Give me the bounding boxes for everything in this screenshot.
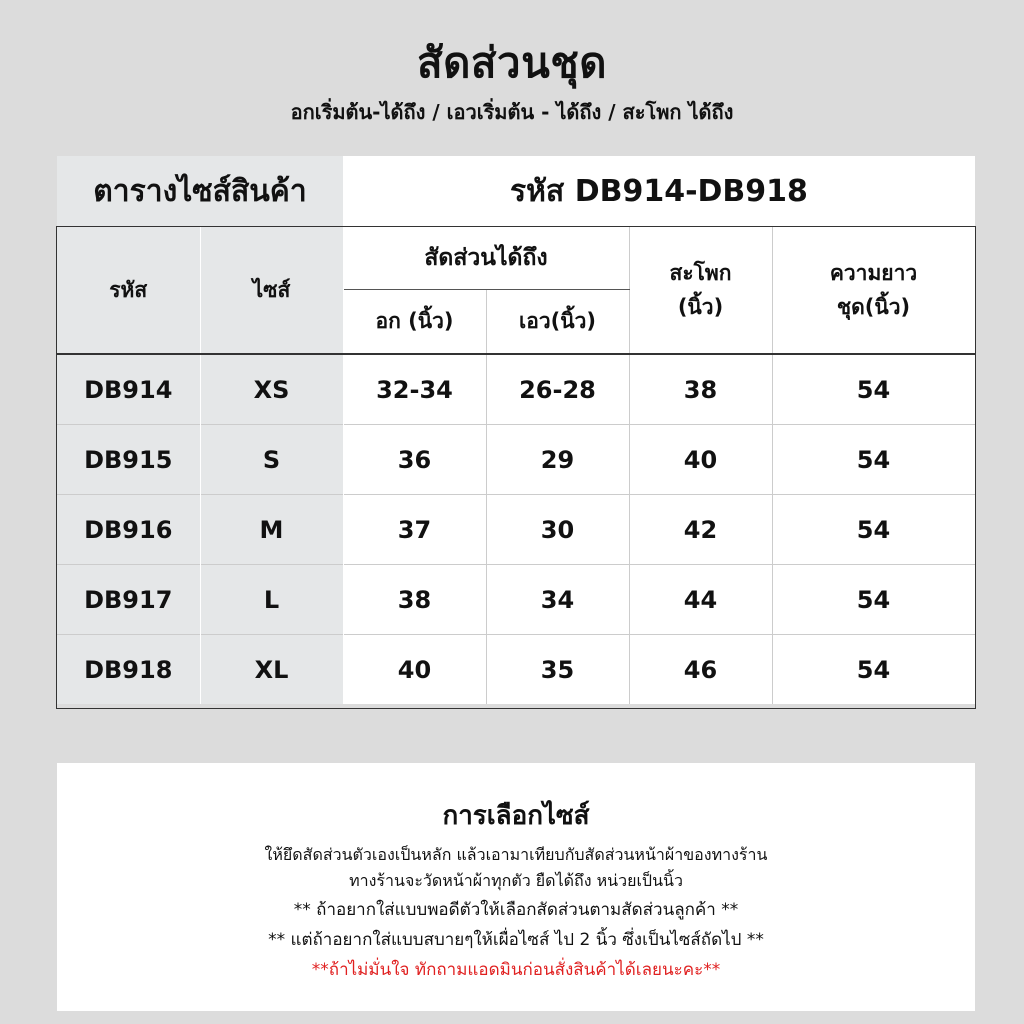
column-header-size: ไซส์ xyxy=(200,227,343,354)
column-header-length xyxy=(772,227,975,354)
size-table xyxy=(57,227,976,704)
cell-chest: 37 xyxy=(343,495,486,565)
cell-code: DB915 xyxy=(57,425,200,495)
column-header-hip xyxy=(629,227,772,354)
table-row xyxy=(57,495,975,565)
table-row xyxy=(57,565,975,635)
column-header-length-line1: ความยาว xyxy=(829,261,918,285)
cell-length: 54 xyxy=(772,635,975,705)
cell-size: L xyxy=(200,565,343,635)
cell-waist: 34 xyxy=(486,565,629,635)
cell-chest: 32-34 xyxy=(343,354,486,425)
size-guide-title: การเลือกไซส์ xyxy=(442,801,590,831)
cell-chest: 40 xyxy=(343,635,486,705)
cell-waist: 26-28 xyxy=(486,354,629,425)
cell-size: S xyxy=(200,425,343,495)
size-guide-note: ** ถ้าอยากใส่แบบพอดีตัวให้เลือกสัดส่วนตามสัดส่วนลูกค้า ** xyxy=(293,900,739,920)
cell-waist: 30 xyxy=(486,495,629,565)
cell-length: 54 xyxy=(772,565,975,635)
size-guide-note: ** แต่ถ้าอยากใส่แบบสบายๆให้เผื่อไซส์ ไป 2 นิ้ว ซึ่งเป็นไซส์ถัดไป ** xyxy=(268,930,764,950)
cell-code: DB918 xyxy=(57,635,200,705)
cell-hip: 38 xyxy=(629,354,772,425)
table-row xyxy=(57,635,975,705)
page-title: สัดส่วนชุด xyxy=(416,38,608,87)
cell-code: DB914 xyxy=(57,354,200,425)
cell-size: XS xyxy=(200,354,343,425)
cell-code: DB917 xyxy=(57,565,200,635)
cell-chest: 36 xyxy=(343,425,486,495)
column-header-length-line2: ชุด(นิ้ว) xyxy=(836,295,911,319)
column-header-waist: เอว(นิ้ว) xyxy=(486,290,629,355)
cell-length: 54 xyxy=(772,425,975,495)
cell-length: 54 xyxy=(772,495,975,565)
cell-size: XL xyxy=(200,635,343,705)
product-code-range: รหัส DB914-DB918 xyxy=(343,156,975,226)
cell-hip: 40 xyxy=(629,425,772,495)
cell-size: M xyxy=(200,495,343,565)
cell-length: 54 xyxy=(772,354,975,425)
column-group-measurements: สัดส่วนได้ถึง xyxy=(343,227,629,290)
cell-hip: 42 xyxy=(629,495,772,565)
cell-waist: 35 xyxy=(486,635,629,705)
size-chart-header xyxy=(57,156,975,226)
table-row xyxy=(57,425,975,495)
cell-code: DB916 xyxy=(57,495,200,565)
cell-hip: 46 xyxy=(629,635,772,705)
column-header-chest: อก (นิ้ว) xyxy=(343,290,486,355)
cell-waist: 29 xyxy=(486,425,629,495)
size-guide-line: ให้ยึดสัดส่วนตัวเองเป็นหลัก แล้วเอามาเทียบกับสัดส่วนหน้าผ้าของทางร้าน xyxy=(264,845,768,864)
cell-chest: 38 xyxy=(343,565,486,635)
cell-hip: 44 xyxy=(629,565,772,635)
page-subtitle: อกเริ่มต้น-ได้ถึง / เอวเริ่มต้น - ได้ถึง / สะโพก ได้ถึง xyxy=(290,100,734,124)
size-chart-label: ตารางไซส์สินค้า xyxy=(57,156,343,226)
column-header-hip-line1: สะโพก xyxy=(669,261,732,285)
size-guide-panel xyxy=(57,763,975,1011)
size-guide-line: ทางร้านจะวัดหน้าผ้าทุกตัว ยืดได้ถึง หน่วยเป็นนิ้ว xyxy=(349,871,683,890)
table-row xyxy=(57,354,975,425)
column-header-hip-line2: (นิ้ว) xyxy=(677,295,724,319)
column-header-code: รหัส xyxy=(57,227,200,354)
size-guide-warning: **ถ้าไม่มั่นใจ ทักถามแอดมินก่อนสั่งสินค้าได้เลยนะคะ** xyxy=(311,960,721,980)
